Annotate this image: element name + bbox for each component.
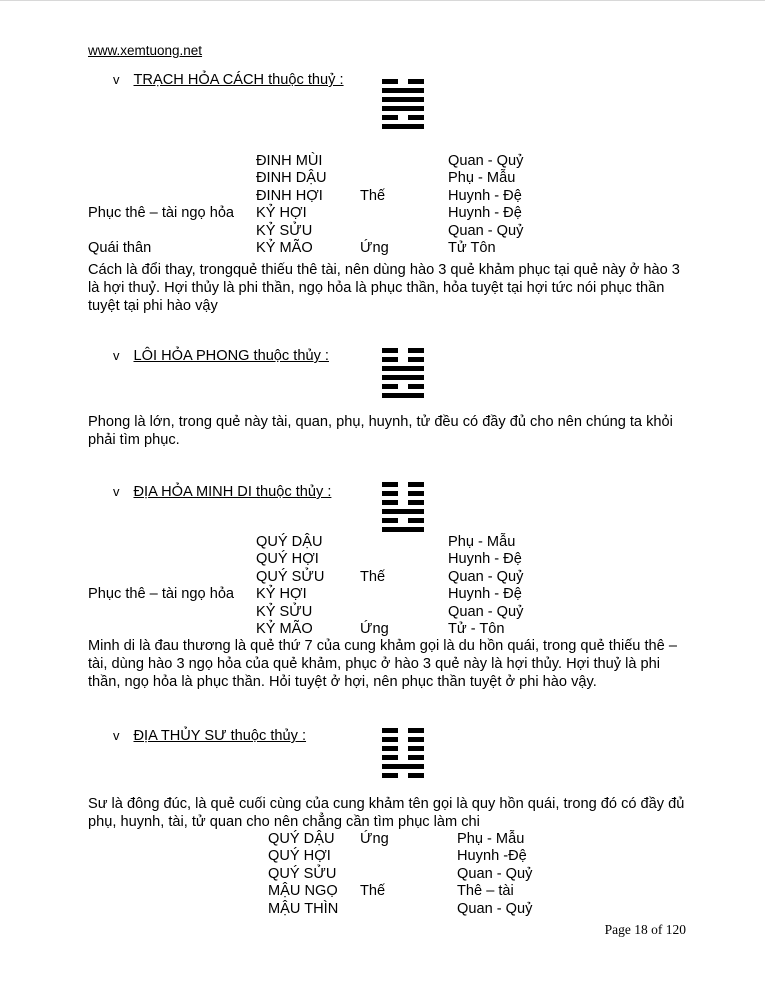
list-bullet: v	[113, 72, 120, 87]
table-row	[88, 883, 532, 900]
hexagram-line-solid	[382, 97, 424, 102]
table-cell-position	[360, 586, 448, 603]
table-cell-branch: QUÝ DẬU	[256, 534, 323, 550]
table-cell-label	[88, 569, 256, 586]
table-cell-relative: Tử Tôn	[448, 239, 496, 256]
website-url: www.xemtuong.net	[88, 43, 203, 58]
table-cell-relative: Huynh -Đệ	[457, 848, 527, 865]
list-bullet: v	[113, 484, 120, 499]
table-cell-relative: Quan - Quỷ	[457, 900, 533, 917]
section-title: TRẠCH HỎA CÁCH thuộc thuỷ :	[133, 72, 344, 88]
table-row	[88, 534, 523, 551]
hexagram-line-solid	[382, 527, 424, 532]
table-cell-relative: Quan - Quỷ	[448, 222, 524, 239]
section-heading-su	[113, 728, 306, 744]
table-cell-branch: KỶ SỬU	[256, 222, 313, 239]
table-row	[88, 205, 523, 222]
hexagram-line-broken	[382, 728, 424, 733]
table-row	[88, 551, 523, 568]
table-cell-branch: KỶ MÃO	[256, 620, 313, 637]
table-cell-label	[88, 883, 268, 900]
table-cell-relative: Quan - Quỷ	[457, 865, 533, 882]
table-cell-position	[360, 205, 448, 222]
hexagram-line-broken	[382, 384, 424, 389]
hexagram-dia-thuy-su	[382, 728, 424, 782]
table-cell-label	[88, 188, 256, 205]
hexagram-line-broken	[382, 500, 424, 505]
list-bullet: v	[113, 728, 120, 743]
hexagram-line-solid	[382, 509, 424, 514]
table-cell-relative: Phụ - Mẫu	[448, 170, 516, 187]
table-cell-label: Quái thân	[88, 239, 152, 256]
hexagram-line-broken	[382, 737, 424, 742]
hexagram-line-broken	[382, 357, 424, 362]
table-cell-label	[88, 223, 256, 240]
table-cell-position	[360, 223, 448, 240]
hexagram-line-broken	[382, 491, 424, 496]
list-bullet: v	[113, 348, 120, 363]
table-cell-position: Ứng	[360, 620, 389, 637]
table-cell-label	[88, 831, 268, 848]
table-cell-relative: Huynh - Đệ	[448, 187, 522, 204]
table-row	[88, 569, 523, 586]
table-cell-label	[88, 866, 268, 883]
hexagram-trach-hoa-cach	[382, 79, 424, 133]
section-heading-minh-di	[113, 484, 331, 500]
hexagram-line-broken	[382, 746, 424, 751]
paragraph-phong: Phong là lớn, trong quẻ này tài, quan, phụ, huynh, tử đều có đầy đủ cho nên chúng ta khỏi phải tìm phục.	[88, 414, 673, 449]
table-cell-label	[88, 534, 256, 551]
table-cell-label	[88, 848, 268, 865]
hexagram-table-su	[88, 831, 532, 918]
table-row	[88, 188, 523, 205]
hexagram-line-broken	[382, 482, 424, 487]
table-cell-relative: Phụ - Mẫu	[457, 831, 525, 847]
table-cell-relative: Tử - Tôn	[448, 620, 505, 637]
hexagram-line-broken	[382, 755, 424, 760]
table-cell-position: Thế	[360, 187, 386, 204]
table-cell-label	[88, 551, 256, 568]
table-row	[88, 621, 523, 638]
hexagram-line-broken	[382, 518, 424, 523]
table-cell-label	[88, 621, 256, 638]
table-cell-branch: QUÝ HỢI	[256, 551, 319, 568]
table-cell-relative: Thê – tài	[457, 883, 514, 900]
hexagram-line-broken	[382, 115, 424, 120]
table-cell-position	[360, 534, 448, 551]
hexagram-line-broken	[382, 79, 424, 84]
table-cell-branch: KỶ HỢI	[256, 205, 307, 222]
table-row	[88, 170, 523, 187]
table-cell-branch: KỶ MÃO	[256, 239, 313, 256]
table-cell-branch: ĐINH MÙI	[256, 153, 323, 169]
hexagram-line-solid	[382, 764, 424, 769]
table-cell-position: Ứng	[360, 831, 389, 847]
hexagram-table-minh-di	[88, 534, 523, 638]
table-cell-label	[88, 153, 256, 170]
hexagram-line-broken	[382, 773, 424, 778]
table-row	[88, 901, 532, 918]
section-title: LÔI HỎA PHONG thuộc thủy :	[133, 348, 329, 364]
table-cell-label	[88, 170, 256, 187]
table-row	[88, 866, 532, 883]
table-cell-relative: Huynh - Đệ	[448, 551, 522, 568]
table-cell-branch: QUÝ SỬU	[268, 865, 337, 882]
table-cell-position	[360, 551, 448, 568]
hexagram-line-solid	[382, 106, 424, 111]
table-cell-branch: ĐINH DẬU	[256, 170, 327, 187]
table-cell-branch: QUÝ HỢI	[268, 848, 331, 865]
table-cell-label	[88, 604, 256, 621]
table-cell-branch: KỶ HỢI	[256, 586, 307, 603]
table-cell-label: Phục thê – tài ngọ hỏa	[88, 205, 235, 222]
hexagram-line-solid	[382, 393, 424, 398]
table-cell-relative: Huynh - Đệ	[448, 205, 522, 222]
table-cell-position: Thế	[360, 883, 386, 900]
table-cell-relative: Quan - Quỷ	[448, 153, 524, 169]
table-row	[88, 848, 532, 865]
table-cell-label	[88, 901, 268, 918]
table-cell-branch: MẬU NGỌ	[268, 883, 338, 900]
table-cell-position	[360, 901, 457, 918]
table-cell-position: Thế	[360, 568, 386, 585]
hexagram-table-cach	[88, 153, 523, 257]
hexagram-line-solid	[382, 88, 424, 93]
table-cell-relative: Quan - Quỷ	[448, 568, 524, 585]
table-cell-relative: Huynh - Đệ	[448, 586, 522, 603]
table-cell-branch: QUÝ DẬU	[268, 831, 335, 847]
table-cell-position	[360, 866, 457, 883]
table-cell-branch: QUÝ SỬU	[256, 568, 325, 585]
table-cell-relative: Phụ - Mẫu	[448, 534, 516, 550]
section-heading-cach	[113, 72, 344, 88]
hexagram-loi-hoa-phong	[382, 348, 424, 402]
table-cell-relative: Quan - Quỷ	[448, 603, 524, 620]
paragraph-cach: Cách là đổi thay, trongquẻ thiếu thê tài, nên dùng hào 3 quẻ khảm phục tại quẻ này ở hào 3 là hợi thuỷ. Hợi thủy là phi thần, ngọ hỏa là phục thần, hỏa tuyệt tại hợi tức nói phục thần tuyệt tại phi hào vậy	[88, 262, 680, 315]
paragraph-minh-di: Minh di là đau thương là quẻ thứ 7 của cung khảm gọi là du hồn quái, trong quẻ thiếu thê – tài, dùng hào 3 ngọ hỏa của quẻ khảm, phục ở hào 3 quẻ này là hợi thủy. Hợi thuỷ là phi thần, ngọ hỏa là phục thần. Hỏi tuyệt ở hợi, nên phục thần tuyệt ở phi hào vậy.	[88, 638, 677, 691]
section-title: ĐỊA HỎA MINH DI thuộc thủy :	[133, 484, 332, 500]
table-cell-branch: KỶ SỬU	[256, 603, 313, 620]
table-row	[88, 586, 523, 603]
table-row	[88, 604, 523, 621]
table-cell-branch: MẬU THÌN	[268, 900, 339, 917]
table-cell-position	[360, 604, 448, 621]
table-cell-position	[360, 153, 448, 170]
table-row	[88, 240, 523, 257]
table-cell-branch: ĐINH HỢI	[256, 187, 323, 204]
hexagram-dia-hoa-minh-di	[382, 482, 424, 536]
hexagram-line-broken	[382, 348, 424, 353]
table-row	[88, 831, 532, 848]
table-row	[88, 153, 523, 170]
section-heading-phong	[113, 348, 329, 364]
hexagram-line-solid	[382, 366, 424, 371]
section-title: ĐỊA THỦY SƯ thuộc thủy :	[133, 728, 307, 744]
table-cell-position	[360, 170, 448, 187]
table-row	[88, 223, 523, 240]
hexagram-line-solid	[382, 375, 424, 380]
paragraph-su: Sư là đông đúc, là quẻ cuối cùng của cung khảm tên gọi là quy hồn quái, trong đó có đầy đủ phụ, huynh, tài, tử quan cho nên chẳng cần tìm phục làm chi	[88, 796, 685, 831]
table-cell-position	[360, 848, 457, 865]
page-number: Page 18 of 120	[604, 922, 686, 937]
table-cell-label: Phục thê – tài ngọ hỏa	[88, 586, 235, 603]
hexagram-line-solid	[382, 124, 424, 129]
table-cell-position: Ứng	[360, 239, 389, 256]
